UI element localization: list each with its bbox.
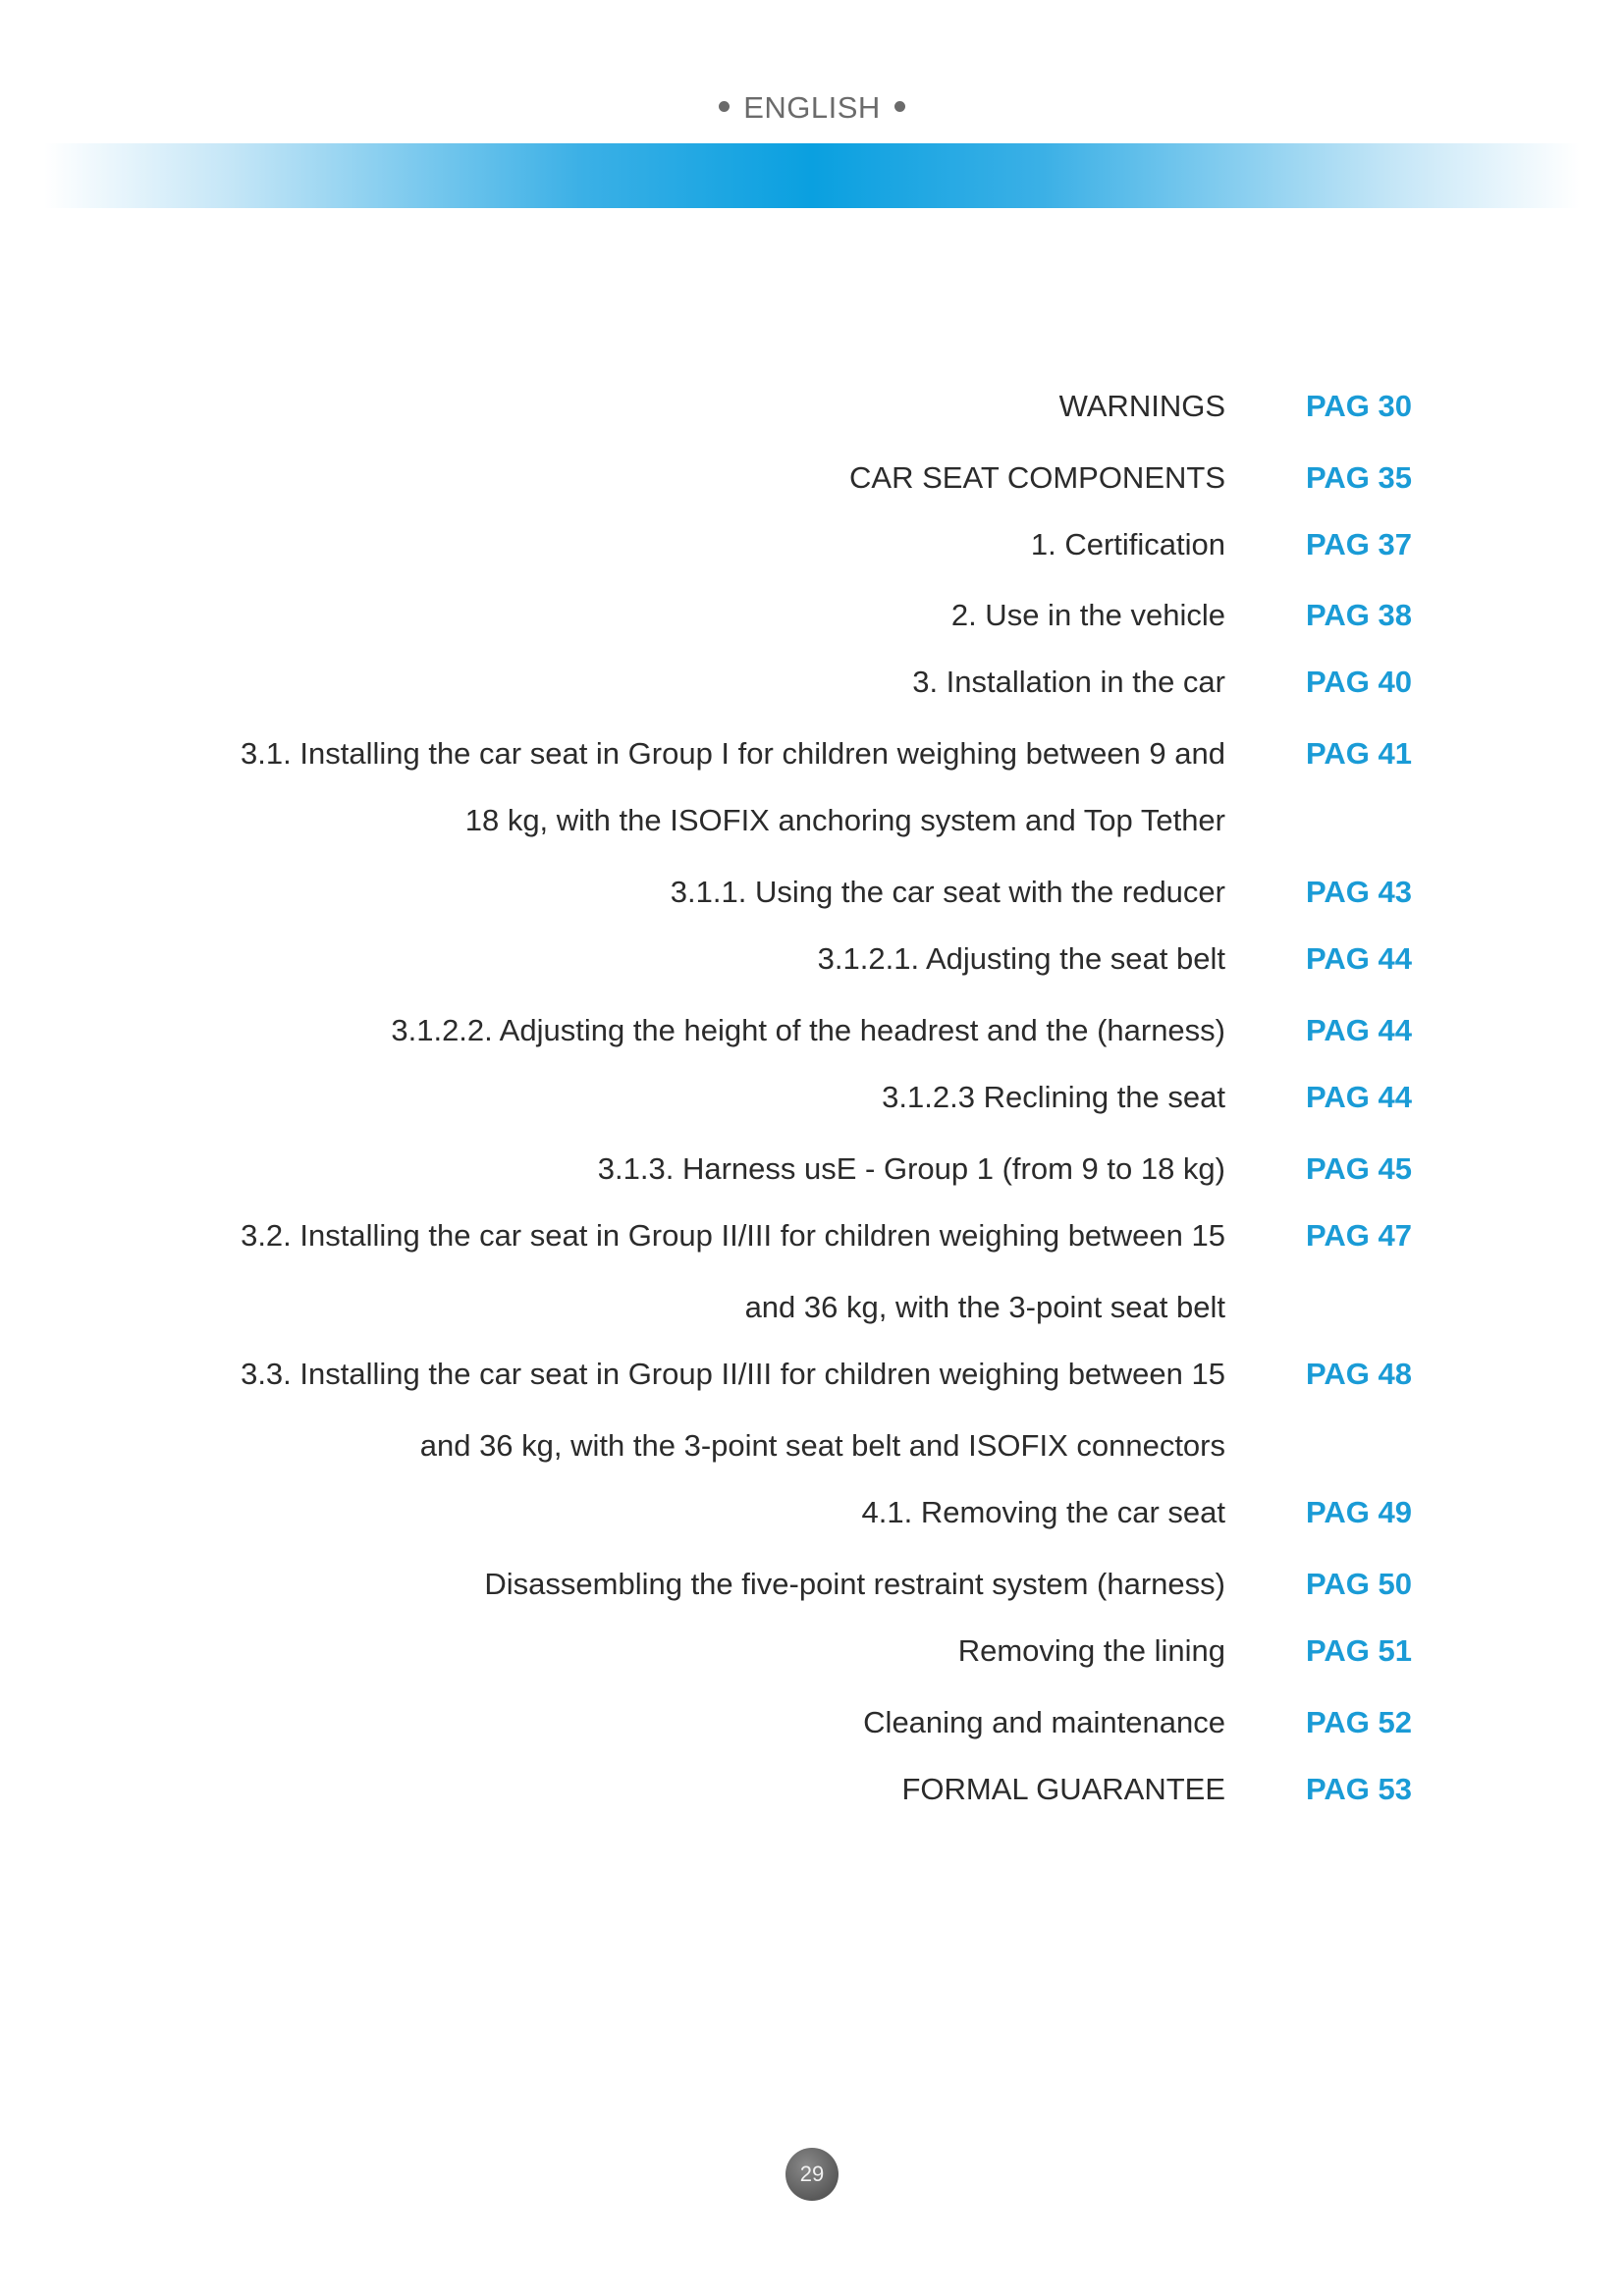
toc-entry-page: PAG 48 [1306, 1357, 1412, 1391]
toc-entry-page: PAG 40 [1306, 665, 1412, 699]
toc-entry-title: 3.1.2.1. Adjusting the seat belt [817, 941, 1225, 976]
bullet-dot-icon [719, 101, 730, 112]
toc-entry-page: PAG 35 [1306, 460, 1412, 495]
language-header [0, 90, 1624, 126]
toc-entry-page: PAG 51 [1306, 1633, 1412, 1668]
toc-entry[interactable] [0, 1495, 1624, 1544]
page-number-badge: 29 [785, 2148, 839, 2201]
toc-entry-title: and 36 kg, with the 3-point seat belt [744, 1290, 1225, 1324]
toc-entry[interactable] [0, 1357, 1624, 1406]
toc-entry[interactable] [0, 1633, 1624, 1682]
toc-entry-page: PAG 45 [1306, 1151, 1412, 1186]
toc-entry[interactable] [0, 598, 1624, 647]
toc-entry-title: Removing the lining [957, 1633, 1225, 1668]
toc-entry-page: PAG 44 [1306, 1080, 1412, 1114]
toc-entry[interactable] [0, 1151, 1624, 1201]
toc-entry-title: 3.2. Installing the car seat in Group II/III for children weighing between 15 [241, 1218, 1225, 1253]
toc-entry-title: CAR SEAT COMPONENTS [849, 460, 1225, 495]
toc-entry-page: PAG 50 [1306, 1567, 1412, 1601]
toc-entry-page: PAG 38 [1306, 598, 1412, 632]
toc-entry-page: PAG 44 [1306, 1013, 1412, 1047]
toc-entry-title: WARNINGS [1058, 389, 1225, 423]
toc-entry-page: PAG 37 [1306, 527, 1412, 561]
bullet-dot-icon [894, 101, 905, 112]
toc-entry-page: PAG 41 [1306, 736, 1412, 771]
toc-entry-title: 1. Certification [1030, 527, 1225, 561]
toc-entry-title: and 36 kg, with the 3-point seat belt and ISOFIX connectors [419, 1428, 1225, 1463]
toc-entry-title: Disassembling the five-point restraint system (harness) [484, 1567, 1225, 1601]
language-label: ENGLISH [743, 90, 881, 125]
toc-entry-title: 3.1.1. Using the car seat with the reducer [670, 875, 1225, 909]
toc-entry[interactable] [0, 875, 1624, 924]
toc-entry-title: 3.1. Installing the car seat in Group I for children weighing between 9 and [241, 736, 1225, 771]
toc-entry-page: PAG 52 [1306, 1705, 1412, 1739]
toc-entry[interactable] [0, 941, 1624, 990]
header-gradient-band [44, 143, 1580, 208]
toc-entry-title: 4.1. Removing the car seat [861, 1495, 1225, 1529]
toc-entry[interactable] [0, 1567, 1624, 1616]
toc-entry[interactable] [0, 527, 1624, 576]
toc-entry[interactable] [0, 1013, 1624, 1062]
toc-entry[interactable] [0, 665, 1624, 714]
toc-entry[interactable] [0, 1772, 1624, 1821]
toc-entry-continuation [0, 803, 1624, 852]
toc-entry-title: 3.1.2.3 Reclining the seat [882, 1080, 1225, 1114]
toc-entry-title: 2. Use in the vehicle [950, 598, 1225, 632]
toc-entry-page: PAG 53 [1306, 1772, 1412, 1806]
toc-entry-title: Cleaning and maintenance [863, 1705, 1225, 1739]
toc-entry[interactable] [0, 460, 1624, 509]
toc-entry-title: 3.1.3. Harness usE - Group 1 (from 9 to 18 kg) [597, 1151, 1225, 1186]
toc-entry[interactable] [0, 1080, 1624, 1129]
toc-entry-page: PAG 43 [1306, 875, 1412, 909]
toc-entry[interactable] [0, 389, 1624, 438]
toc-entry-page: PAG 30 [1306, 389, 1412, 423]
toc-entry-page: PAG 49 [1306, 1495, 1412, 1529]
toc-entry[interactable] [0, 1218, 1624, 1267]
toc-entry[interactable] [0, 736, 1624, 785]
toc-entry-title: 3.1.2.2. Adjusting the height of the headrest and the (harness) [391, 1013, 1225, 1047]
toc-entry-title: 3.3. Installing the car seat in Group II/III for children weighing between 15 [241, 1357, 1225, 1391]
toc-entry-continuation [0, 1290, 1624, 1339]
toc-entry-page: PAG 44 [1306, 941, 1412, 976]
toc-entry-title: 18 kg, with the ISOFIX anchoring system and Top Tether [464, 803, 1225, 837]
toc-entry-title: 3. Installation in the car [912, 665, 1225, 699]
toc-entry[interactable] [0, 1705, 1624, 1754]
toc-entry-continuation [0, 1428, 1624, 1477]
toc-entry-title: FORMAL GUARANTEE [901, 1772, 1225, 1806]
toc-entry-page: PAG 47 [1306, 1218, 1412, 1253]
